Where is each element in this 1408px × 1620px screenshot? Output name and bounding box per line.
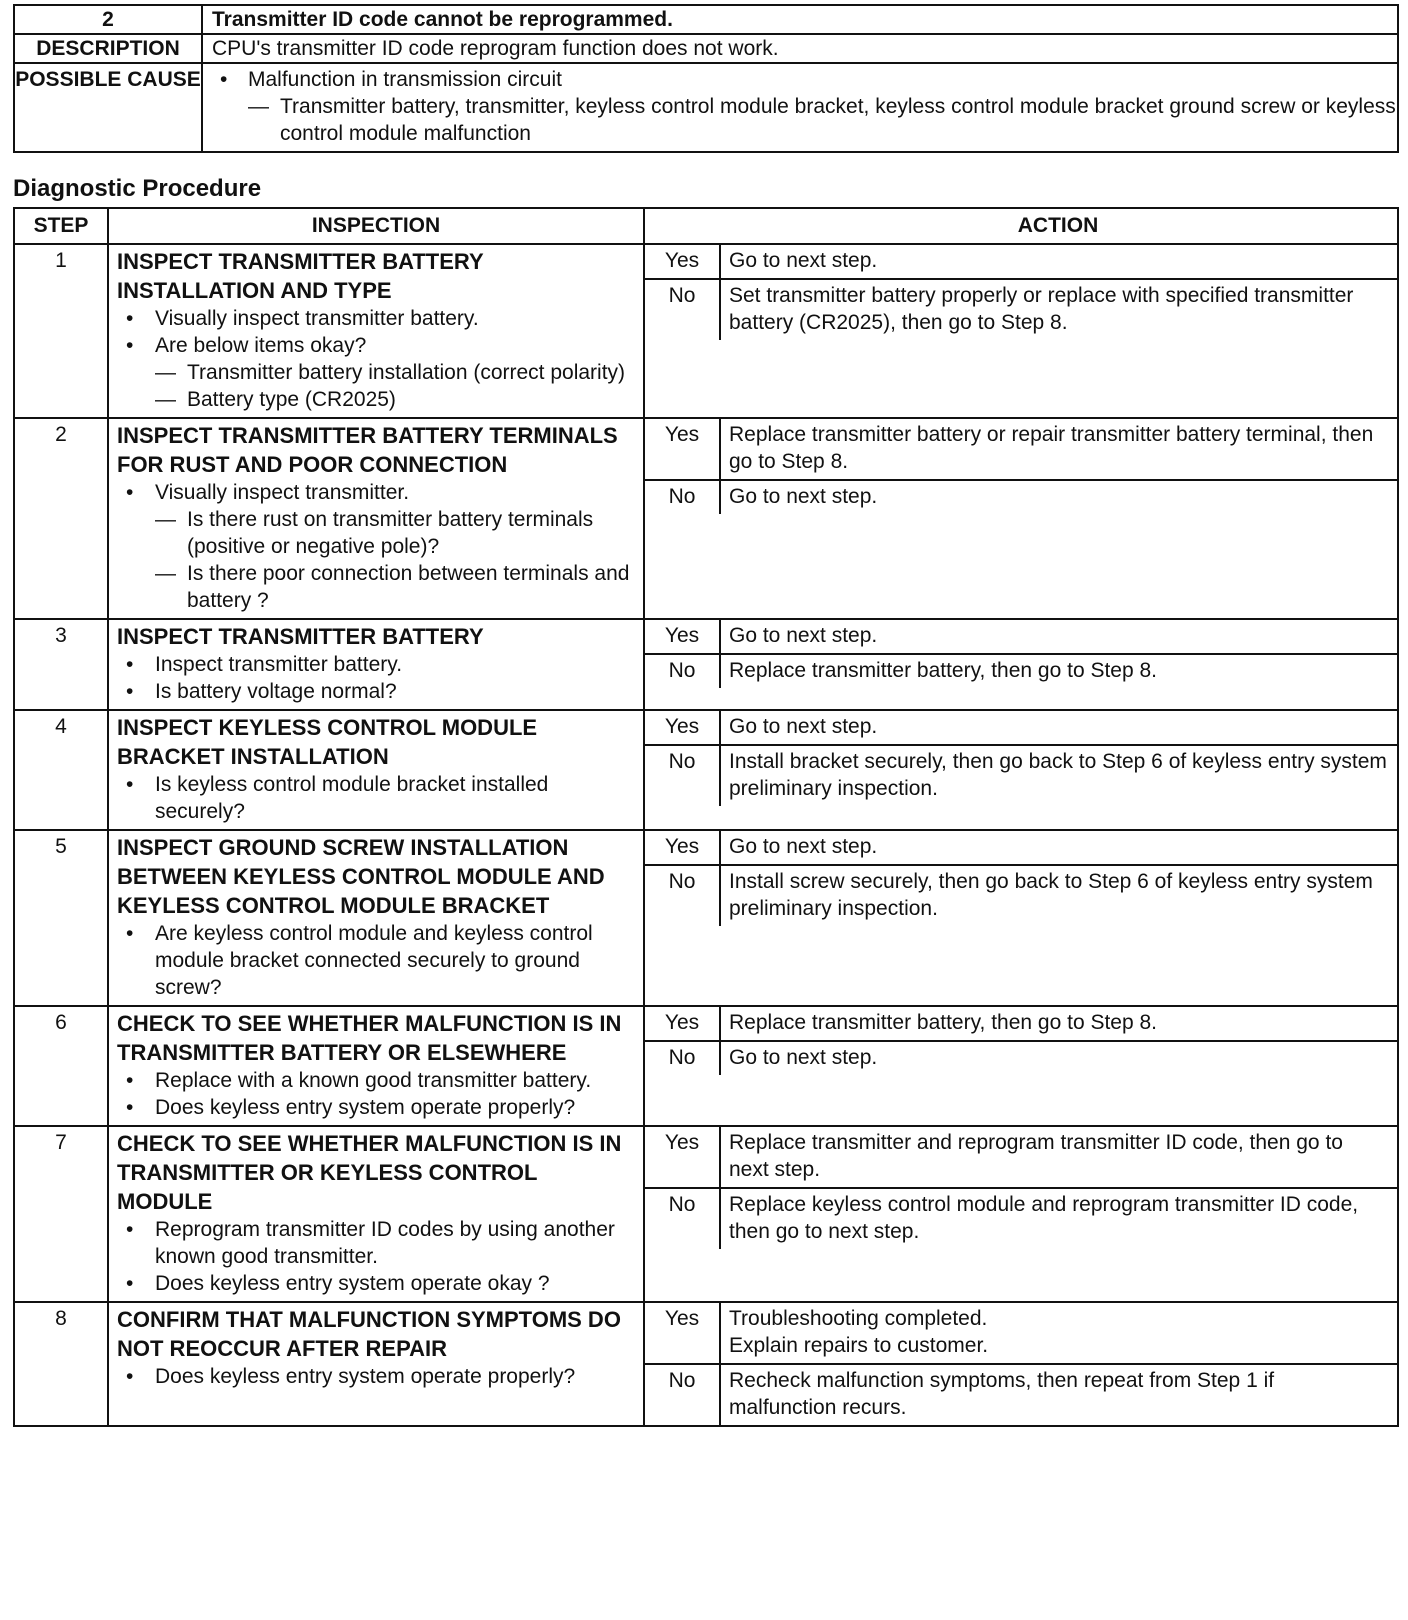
inspection-bullet: • Inspect transmitter battery. bbox=[117, 651, 637, 678]
inspection-bullet: • Replace with a known good transmitter battery. bbox=[117, 1067, 637, 1094]
inspection-bullet: • Visually inspect transmitter. bbox=[117, 479, 637, 506]
cause-detail: Transmitter battery, transmitter, keyless control module bracket, keyless control module bracket ground screw or keyless control module malfunction bbox=[280, 95, 1396, 145]
inspection-title: INSPECT TRANSMITTER BATTERY bbox=[117, 624, 484, 649]
steps-body bbox=[14, 244, 1398, 1426]
inspection-bullet: • Does keyless entry system operate okay ? bbox=[117, 1270, 637, 1297]
inspection-bullet: • Is keyless control module bracket installed securely? bbox=[117, 771, 637, 825]
yes-action-text: Troubleshooting completed. bbox=[729, 1307, 988, 1330]
inspection-cell bbox=[108, 418, 644, 619]
inspection-cell bbox=[108, 1302, 644, 1426]
step-number: 7 bbox=[14, 1126, 108, 1302]
inspection-subitem: — Transmitter battery installation (correct polarity) bbox=[117, 359, 637, 386]
no-action: Go to next step. bbox=[729, 1046, 878, 1069]
yes-row bbox=[645, 245, 1397, 280]
inspection-cell bbox=[108, 244, 644, 418]
no-action: Set transmitter battery properly or replace with specified transmitter battery (CR2025), then go to Step 8. bbox=[729, 284, 1354, 334]
no-action: Install bracket securely, then go back to Step 6 of keyless entry system preliminary inspection. bbox=[729, 750, 1387, 800]
yes-action-text-2: Explain repairs to customer. bbox=[729, 1334, 989, 1357]
possible-cause-text bbox=[202, 63, 1398, 152]
yes-label: Yes bbox=[645, 419, 721, 479]
inspection-title: INSPECT GROUND SCREW INSTALLATION BETWEEN KEYLESS CONTROL MODULE AND KEYLESS CONTROL MODULE BRACKET bbox=[117, 835, 605, 918]
inspection-header: INSPECTION bbox=[108, 208, 644, 244]
step-number: 6 bbox=[14, 1006, 108, 1126]
description-label: DESCRIPTION bbox=[14, 34, 202, 63]
no-label: No bbox=[645, 866, 721, 926]
no-row bbox=[645, 746, 1397, 806]
step-row bbox=[14, 1302, 1398, 1426]
yes-action bbox=[721, 1303, 998, 1363]
description-row bbox=[14, 34, 1398, 63]
no-row bbox=[645, 481, 1397, 514]
no-row bbox=[645, 1042, 1397, 1075]
yes-action-text: Replace transmitter battery, then go to Step 8. bbox=[729, 1011, 1158, 1034]
yes-action-text: Go to next step. bbox=[729, 715, 878, 738]
action-cell bbox=[644, 244, 1398, 418]
yes-action-text: Go to next step. bbox=[729, 249, 878, 272]
fault-title: Transmitter ID code cannot be reprogrammed. bbox=[202, 5, 1398, 34]
description-text: CPU's transmitter ID code reprogram function does not work. bbox=[202, 34, 1398, 63]
inspection-cell bbox=[108, 710, 644, 830]
yes-action bbox=[721, 831, 887, 864]
action-cell bbox=[644, 1126, 1398, 1302]
yes-row bbox=[645, 1127, 1397, 1189]
inspection-list bbox=[117, 1067, 637, 1121]
no-row bbox=[645, 655, 1397, 688]
no-action: Recheck malfunction symptoms, then repeat from Step 1 if malfunction recurs. bbox=[729, 1369, 1275, 1419]
inspection-title: CHECK TO SEE WHETHER MALFUNCTION IS IN TRANSMITTER OR KEYLESS CONTROL MODULE bbox=[117, 1131, 622, 1214]
no-row bbox=[645, 280, 1397, 340]
yes-row bbox=[645, 1303, 1397, 1365]
inspection-list bbox=[117, 920, 637, 1001]
yes-row bbox=[645, 1007, 1397, 1042]
step-number: 5 bbox=[14, 830, 108, 1006]
yes-action bbox=[721, 1007, 1167, 1040]
no-label: No bbox=[645, 1189, 721, 1249]
possible-cause-label: POSSIBLE CAUSE bbox=[14, 63, 202, 152]
fault-title-row bbox=[14, 5, 1398, 34]
no-action: Replace transmitter battery, then go to Step 8. bbox=[729, 659, 1158, 682]
inspection-title: INSPECT KEYLESS CONTROL MODULE BRACKET INSTALLATION bbox=[117, 715, 538, 769]
inspection-cell bbox=[108, 1126, 644, 1302]
inspection-cell bbox=[108, 619, 644, 710]
yes-label: Yes bbox=[645, 711, 721, 744]
inspection-title: INSPECT TRANSMITTER BATTERY TERMINALS FOR RUST AND POOR CONNECTION bbox=[117, 423, 618, 477]
yes-label: Yes bbox=[645, 1303, 721, 1363]
yes-action-text: Go to next step. bbox=[729, 624, 878, 647]
yes-row bbox=[645, 711, 1397, 746]
no-label: No bbox=[645, 1365, 721, 1425]
fault-number: 2 bbox=[14, 5, 202, 34]
header-row bbox=[14, 208, 1398, 244]
yes-action-text: Replace transmitter battery or repair transmitter battery terminal, then go to Step 8. bbox=[729, 423, 1374, 473]
action-cell bbox=[644, 830, 1398, 1006]
step-number: 8 bbox=[14, 1302, 108, 1426]
inspection-bullet: • Reprogram transmitter ID codes by using another known good transmitter. bbox=[117, 1216, 637, 1270]
no-label: No bbox=[645, 1042, 721, 1075]
no-label: No bbox=[645, 655, 721, 688]
yes-label: Yes bbox=[645, 245, 721, 278]
no-row bbox=[645, 866, 1397, 926]
inspection-subitem: — Is there poor connection between terminals and battery ? bbox=[117, 560, 637, 614]
action-cell bbox=[644, 710, 1398, 830]
step-row bbox=[14, 244, 1398, 418]
inspection-cell bbox=[108, 830, 644, 1006]
no-action: Install screw securely, then go back to Step 6 of keyless entry system preliminary inspection. bbox=[729, 870, 1373, 920]
no-label: No bbox=[645, 481, 721, 514]
action-cell bbox=[644, 1302, 1398, 1426]
no-action: Go to next step. bbox=[729, 485, 878, 508]
step-header: STEP bbox=[14, 208, 108, 244]
no-action: Replace keyless control module and reprogram transmitter ID code, then go to next step. bbox=[729, 1193, 1359, 1243]
no-label: No bbox=[645, 280, 721, 340]
inspection-title: INSPECT TRANSMITTER BATTERY INSTALLATION AND TYPE bbox=[117, 249, 484, 303]
step-row bbox=[14, 418, 1398, 619]
yes-row bbox=[645, 620, 1397, 655]
inspection-list bbox=[117, 1363, 637, 1390]
no-row bbox=[645, 1365, 1397, 1425]
step-row bbox=[14, 1126, 1398, 1302]
action-header: ACTION bbox=[644, 208, 1398, 244]
cause-main: Malfunction in transmission circuit bbox=[248, 68, 562, 91]
step-number: 3 bbox=[14, 619, 108, 710]
inspection-list bbox=[117, 651, 637, 705]
step-row bbox=[14, 619, 1398, 710]
inspection-list bbox=[117, 771, 637, 825]
diagnostic-procedure-table bbox=[13, 207, 1399, 1427]
yes-action-text: Go to next step. bbox=[729, 835, 878, 858]
yes-label: Yes bbox=[645, 1007, 721, 1040]
step-number: 4 bbox=[14, 710, 108, 830]
yes-action bbox=[721, 620, 887, 653]
no-row bbox=[645, 1189, 1397, 1249]
yes-row bbox=[645, 831, 1397, 866]
yes-label: Yes bbox=[645, 831, 721, 864]
step-number: 2 bbox=[14, 418, 108, 619]
step-row bbox=[14, 830, 1398, 1006]
inspection-bullet: • Is battery voltage normal? bbox=[117, 678, 637, 705]
inspection-bullet: • Does keyless entry system operate properly? bbox=[117, 1094, 637, 1121]
step-number: 1 bbox=[14, 244, 108, 418]
action-cell bbox=[644, 418, 1398, 619]
inspection-subitem: — Battery type (CR2025) bbox=[117, 386, 637, 413]
inspection-list bbox=[117, 1216, 637, 1297]
yes-action bbox=[721, 419, 1397, 479]
inspection-title: CHECK TO SEE WHETHER MALFUNCTION IS IN TRANSMITTER BATTERY OR ELSEWHERE bbox=[117, 1011, 622, 1065]
inspection-title: CONFIRM THAT MALFUNCTION SYMPTOMS DO NOT REOCCUR AFTER REPAIR bbox=[117, 1307, 621, 1361]
inspection-bullet: • Are below items okay? bbox=[117, 332, 637, 359]
section-title: Diagnostic Procedure bbox=[13, 175, 262, 202]
yes-action-text: Replace transmitter and reprogram transmitter ID code, then go to next step. bbox=[729, 1131, 1343, 1181]
inspection-subitem: — Is there rust on transmitter battery terminals (positive or negative pole)? bbox=[117, 506, 637, 560]
yes-label: Yes bbox=[645, 620, 721, 653]
step-row bbox=[14, 1006, 1398, 1126]
no-label: No bbox=[645, 746, 721, 806]
inspection-bullet: • Does keyless entry system operate properly? bbox=[117, 1363, 637, 1390]
manual-page bbox=[13, 4, 1399, 1427]
yes-row bbox=[645, 419, 1397, 481]
cause-bullet: • Malfunction in transmission circuit bbox=[220, 68, 562, 91]
inspection-list bbox=[117, 479, 637, 614]
inspection-bullet: • Are keyless control module and keyless control module bracket connected securely to ground screw? bbox=[117, 920, 637, 1001]
step-row bbox=[14, 710, 1398, 830]
action-cell bbox=[644, 619, 1398, 710]
inspection-bullet: • Visually inspect transmitter battery. bbox=[117, 305, 637, 332]
yes-label: Yes bbox=[645, 1127, 721, 1187]
yes-action bbox=[721, 245, 887, 278]
action-cell bbox=[644, 1006, 1398, 1126]
fault-info-table bbox=[13, 4, 1399, 153]
inspection-cell bbox=[108, 1006, 644, 1126]
cause-detail-item: — Transmitter battery, transmitter, keyless control module bracket, keyless control module bracket ground screw or keyless control module malfunction bbox=[248, 95, 1396, 145]
yes-action bbox=[721, 711, 887, 744]
yes-action bbox=[721, 1127, 1397, 1187]
possible-cause-row bbox=[14, 63, 1398, 152]
inspection-list bbox=[117, 305, 637, 413]
